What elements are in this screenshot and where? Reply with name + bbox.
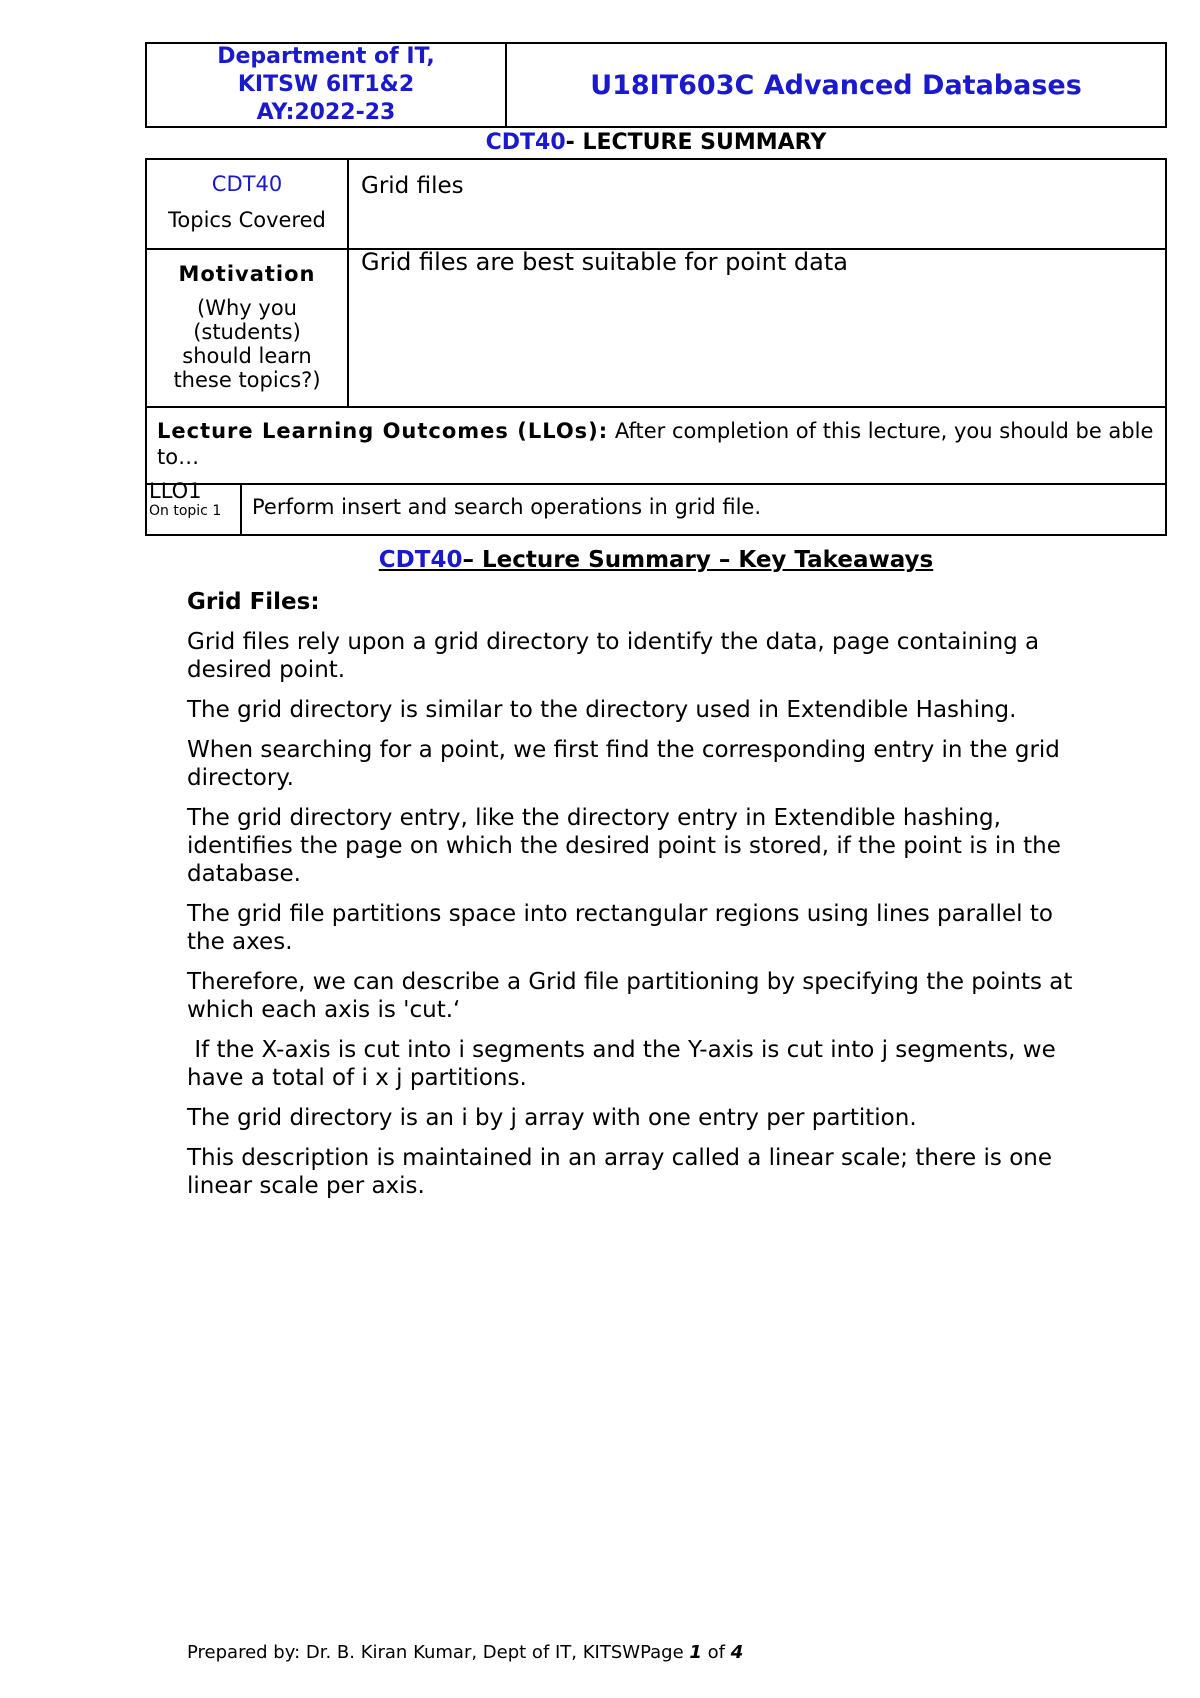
paragraph: Therefore, we can describe a Grid file partitioning by specifying the points at which each axis is 'cut.‘ xyxy=(187,969,1073,1023)
section-heading: Grid Files: xyxy=(187,589,320,615)
prepared-by: Prepared by: Dr. B. Kiran Kumar, Dept of IT, KITSW xyxy=(187,1642,641,1663)
motivation-label: Motivation xyxy=(178,262,316,286)
paragraph: The grid directory entry, like the directory entry in Extendible hashing, identifies the page on which the desired point is stored, if the point is in the database. xyxy=(187,805,1061,887)
column-divider xyxy=(240,483,242,534)
llo1-code: LLO1 xyxy=(149,479,202,503)
motivation-subtext: (Why you (students) should learn these topics?) xyxy=(173,296,321,392)
lecture-table xyxy=(145,158,1167,536)
paragraph: The grid file partitions space into rectangular regions using lines parallel to the axes. xyxy=(187,901,1053,955)
page-of: of xyxy=(701,1642,731,1663)
motivation-value: Grid files are best suitable for point data xyxy=(361,248,848,276)
paragraph: The grid directory is similar to the directory used in Extendible Hashing. xyxy=(187,697,1017,723)
column-divider xyxy=(347,160,349,406)
department-name: Department of IT, xyxy=(217,44,435,69)
llo-heading: Lecture Learning Outcomes (LLOs): xyxy=(157,419,609,443)
llo-intro xyxy=(157,418,1155,470)
paragraph: If the X-axis is cut into i segments and the Y-axis is cut into j segments, we have a total of i x j partitions. xyxy=(187,1037,1064,1091)
paragraph: The grid directory is an i by j array with one entry per partition. xyxy=(187,1105,917,1131)
llo-intro-text: After completion of this lecture, you should be able to… xyxy=(157,419,1154,469)
academic-year: AY:2022-23 xyxy=(256,100,396,125)
takeaways-label: – Lecture Summary – Key Takeaways xyxy=(462,547,934,573)
key-takeaways-title xyxy=(145,547,1167,573)
motivation-label-cell xyxy=(147,260,347,392)
page-footer xyxy=(187,1642,743,1663)
llo1-label-cell xyxy=(149,480,237,520)
course-title: U18IT603C Advanced Databases xyxy=(590,69,1082,101)
row-divider xyxy=(147,483,1165,485)
page-total: 4 xyxy=(730,1642,744,1663)
topics-label-cell xyxy=(147,170,347,234)
paragraph: This description is maintained in an array called a linear scale; there is one linear scale per axis. xyxy=(187,1145,1052,1199)
page-number: 1 xyxy=(689,1642,702,1663)
summary-label: - LECTURE SUMMARY xyxy=(565,130,827,155)
row-divider xyxy=(147,406,1165,408)
paragraph: When searching for a point, we first find the corresponding entry in the grid directory. xyxy=(187,737,1060,791)
topics-value: Grid files xyxy=(361,173,464,199)
llo1-topic: On topic 1 xyxy=(149,503,222,519)
header-table xyxy=(145,42,1167,128)
takeaways-code: CDT40 xyxy=(378,547,463,573)
topics-code: CDT40 xyxy=(211,172,283,196)
page-label: Page xyxy=(640,1642,690,1663)
department-cell xyxy=(147,44,507,126)
takeaways-content xyxy=(187,588,1087,1200)
summary-code: CDT40 xyxy=(485,130,566,155)
lecture-summary-title xyxy=(145,130,1167,155)
llo1-outcome: Perform insert and search operations in grid file. xyxy=(252,495,761,519)
topics-label: Topics Covered xyxy=(168,208,326,232)
class-section: KITSW 6IT1&2 xyxy=(237,72,415,97)
paragraph: Grid files rely upon a grid directory to identify the data, page containing a desired point. xyxy=(187,629,1040,683)
